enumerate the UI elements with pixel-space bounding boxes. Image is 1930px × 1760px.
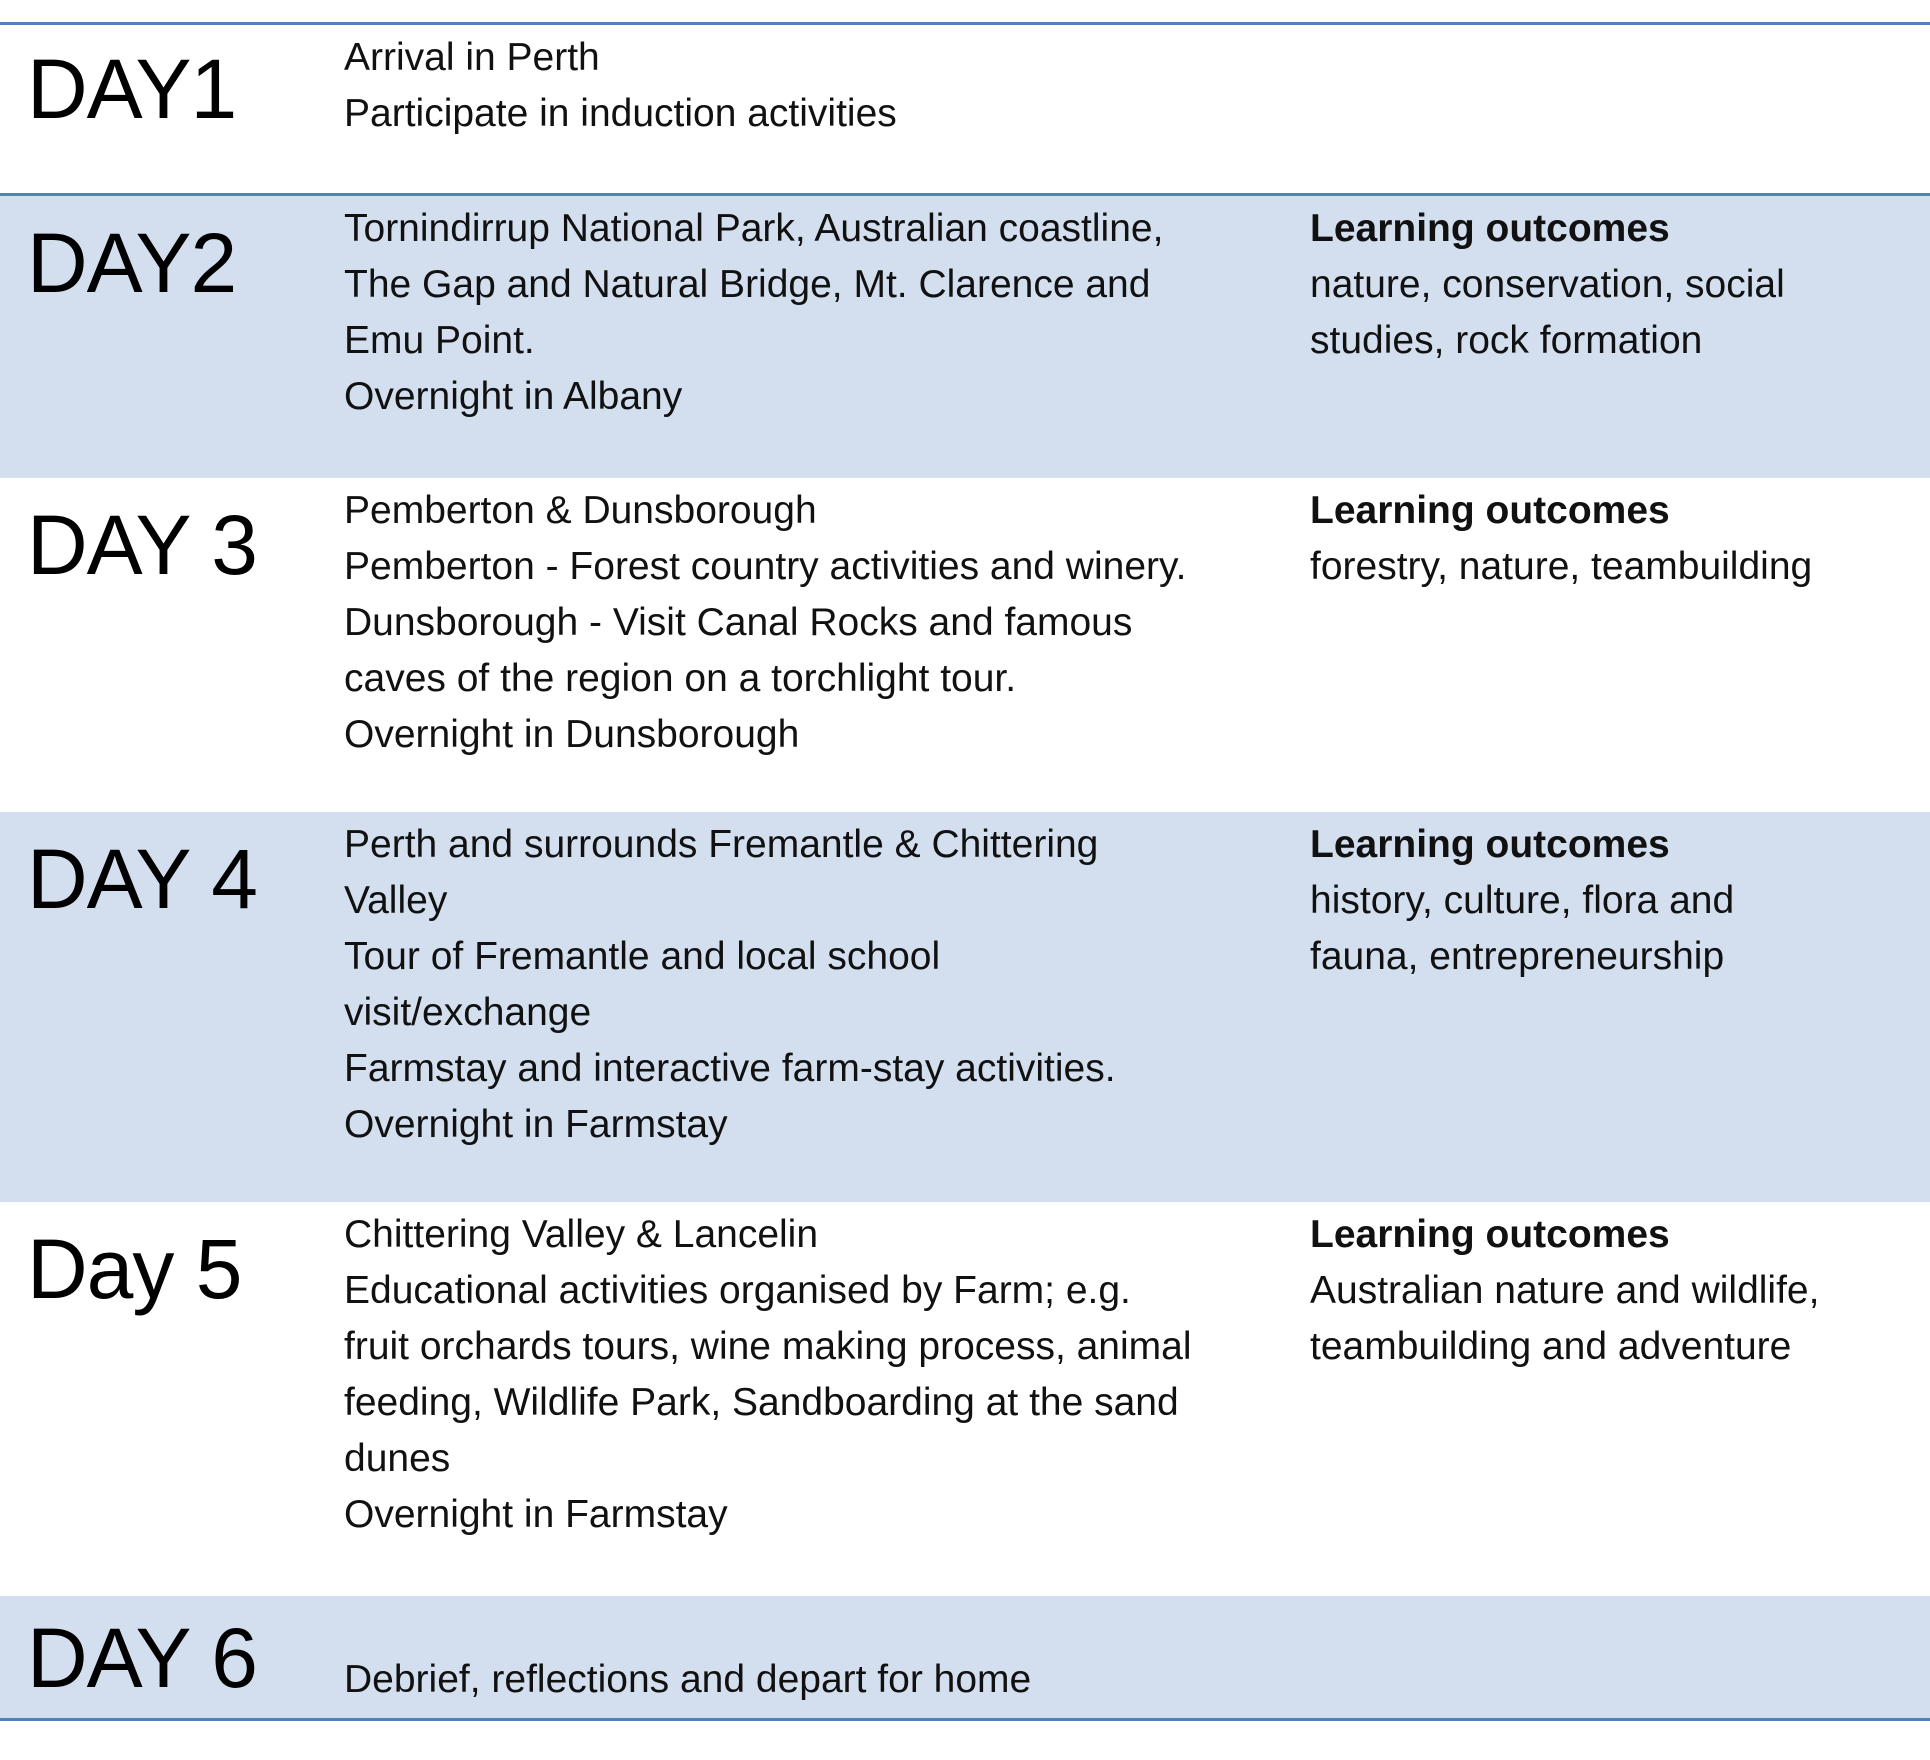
description-line: Chittering Valley & Lancelin — [344, 1213, 819, 1256]
learning-outcomes-heading: Learning outcomes — [1310, 207, 1670, 250]
itinerary-row-day-4 — [0, 812, 1930, 1202]
description-line: Tornindirrup National Park, Australian coastline, — [344, 207, 1164, 250]
day-description — [344, 483, 1294, 763]
description-line: visit/exchange — [344, 991, 592, 1034]
day-label: DAY 4 — [27, 832, 258, 926]
outcome-line: Australian nature and wildlife, — [1310, 1269, 1820, 1312]
outcome-line: fauna, entrepreneurship — [1310, 935, 1725, 978]
description-line: The Gap and Natural Bridge, Mt. Clarence and — [344, 263, 1151, 306]
day-label: DAY 3 — [27, 498, 258, 592]
day-description — [344, 817, 1294, 1153]
description-line: Overnight in Dunsborough — [344, 713, 800, 756]
itinerary-row-day-6 — [0, 1596, 1930, 1718]
description-line: Emu Point. — [344, 319, 535, 362]
description-line: Overnight in Farmstay — [344, 1493, 728, 1536]
day-label: DAY 6 — [27, 1611, 258, 1705]
day-label: DAY1 — [27, 42, 237, 136]
learning-outcomes — [1310, 483, 1920, 595]
outcome-line: forestry, nature, teambuilding — [1310, 545, 1813, 588]
learning-outcomes-heading: Learning outcomes — [1310, 489, 1670, 532]
description-line: Pemberton - Forest country activities and winery. — [344, 545, 1187, 588]
day-label: Day 5 — [27, 1222, 242, 1316]
day-description — [344, 1652, 1294, 1708]
outcome-line: teambuilding and adventure — [1310, 1325, 1792, 1368]
description-line: Pemberton & Dunsborough — [344, 489, 817, 532]
learning-outcomes — [1310, 817, 1920, 985]
learning-outcomes-heading: Learning outcomes — [1310, 1213, 1670, 1256]
outcome-line: nature, conservation, social — [1310, 263, 1785, 306]
itinerary-row-day-5 — [0, 1202, 1930, 1596]
day-label: DAY2 — [27, 216, 237, 310]
itinerary-row-day-3 — [0, 478, 1930, 812]
description-line: Valley — [344, 879, 448, 922]
description-line: Farmstay and interactive farm-stay activities. — [344, 1047, 1116, 1090]
description-line: Overnight in Albany — [344, 375, 683, 418]
itinerary-row-day-2 — [0, 196, 1930, 478]
learning-outcomes-heading: Learning outcomes — [1310, 823, 1670, 866]
itinerary-row-day-1 — [0, 25, 1930, 196]
outcome-line: history, culture, flora and — [1310, 879, 1735, 922]
day-description — [344, 201, 1294, 425]
description-line: Overnight in Farmstay — [344, 1103, 728, 1146]
description-line: dunes — [344, 1437, 451, 1480]
description-line: Tour of Fremantle and local school — [344, 935, 941, 978]
description-line: caves of the region on a torchlight tour. — [344, 657, 1017, 700]
learning-outcomes — [1310, 201, 1920, 369]
description-line: fruit orchards tours, wine making process, animal — [344, 1325, 1192, 1368]
description-line: Dunsborough - Visit Canal Rocks and famous — [344, 601, 1133, 644]
description-line: Arrival in Perth — [344, 36, 600, 79]
description-line: Perth and surrounds Fremantle & Chittering — [344, 823, 1099, 866]
outcome-line: studies, rock formation — [1310, 319, 1703, 362]
description-line: Participate in induction activities — [344, 92, 897, 135]
description-line: Educational activities organised by Farm; e.g. — [344, 1269, 1131, 1312]
description-line: Debrief, reflections and depart for home — [344, 1658, 1032, 1701]
learning-outcomes — [1310, 1207, 1920, 1375]
itinerary-table — [0, 22, 1930, 1721]
day-description — [344, 30, 1294, 142]
description-line: feeding, Wildlife Park, Sandboarding at the sand — [344, 1381, 1179, 1424]
day-description — [344, 1207, 1294, 1543]
